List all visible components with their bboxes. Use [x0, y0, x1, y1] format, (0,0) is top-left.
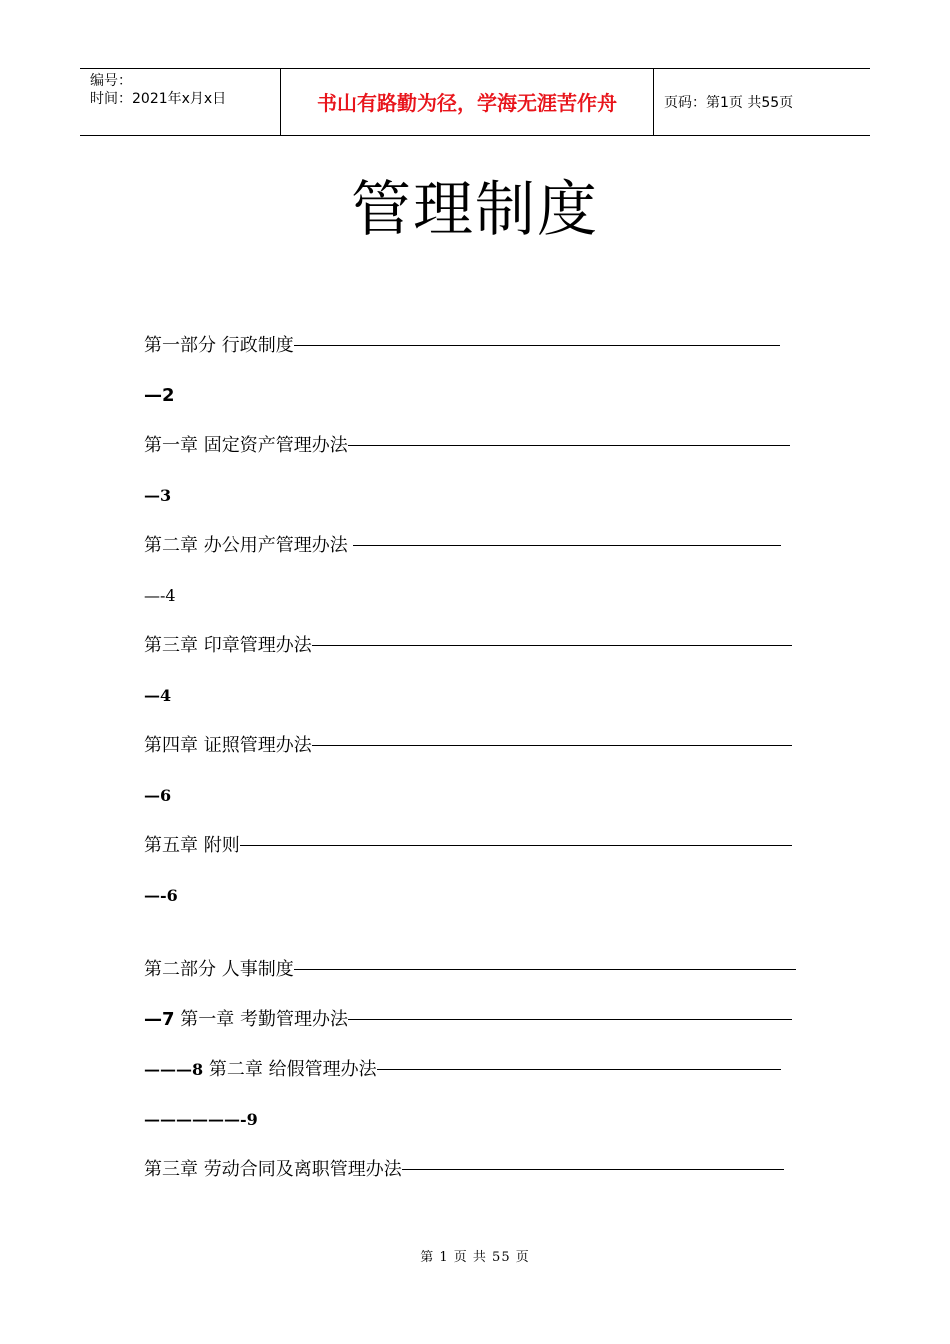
toc-chapter-4[interactable] [144, 734, 808, 758]
leader-line [294, 969, 796, 970]
toc-entry-text: 第三章 印章管理办法 [144, 635, 312, 656]
toc-entry-text: 第一章 固定资产管理办法 [144, 435, 348, 456]
page-footer: 第 1 页 共 55 页 [420, 1250, 530, 1265]
page-number: —4 [144, 686, 172, 705]
page-number: —7 [144, 1009, 175, 1030]
toc-page-number [144, 1108, 808, 1132]
toc-entry-text: 第二章 办公用产管理办法 [144, 535, 354, 556]
leader-line [294, 345, 780, 346]
toc-entry-text: 第四章 证照管理办法 [144, 735, 312, 756]
toc-chapter-2-2[interactable] [144, 1058, 808, 1082]
toc-entry-text: 第一部分 行政制度 [144, 335, 294, 356]
toc-entry-text: 第二部分 人事制度 [144, 959, 294, 980]
toc-page-number [144, 784, 808, 808]
toc-page-number [144, 884, 808, 908]
toc-entry-text: 第五章 附则 [144, 835, 240, 856]
page-number: ——————-9 [144, 1110, 258, 1129]
page-header [80, 68, 870, 136]
toc-chapter-3[interactable] [144, 634, 808, 658]
leader-line [348, 1019, 792, 1020]
leader-line [312, 645, 792, 646]
leader-line [353, 545, 781, 546]
leader-line [240, 845, 792, 846]
toc-page-number [144, 584, 808, 608]
leader-line [402, 1169, 784, 1170]
leader-line [312, 745, 792, 746]
toc-chapter-2[interactable] [144, 534, 808, 558]
toc-page-number [144, 684, 808, 708]
document-title: 管理制度 [351, 175, 599, 245]
page-number: —-6 [144, 886, 178, 905]
header-page-info: 页码：第1页 共55页 [664, 95, 794, 111]
leader-line [377, 1069, 781, 1070]
toc-chapter-2-1[interactable] [144, 1008, 808, 1032]
page-number: —3 [144, 486, 172, 505]
header-meta [80, 69, 281, 135]
toc-chapter-5[interactable] [144, 834, 808, 858]
toc-part-2[interactable] [144, 958, 808, 982]
page-number: —2 [144, 385, 175, 406]
toc-chapter-2-3[interactable] [144, 1158, 808, 1182]
toc-entry-text: 第二章 给假管理办法 [203, 1059, 377, 1080]
leader-line [348, 445, 790, 446]
toc-entry-text: 第一章 考勤管理办法 [174, 1009, 348, 1030]
toc-page-number [144, 484, 808, 508]
toc-entry-text: 第三章 劳动合同及离职管理办法 [144, 1159, 402, 1180]
page-number: —-4 [144, 586, 176, 605]
header-motto: 书山有路勤为径，学海无涯苦作舟 [281, 69, 654, 135]
toc-part-1[interactable] [144, 334, 808, 358]
toc-chapter-1[interactable] [144, 434, 808, 458]
serial-label: 编号： [90, 73, 132, 89]
toc-page-number [144, 384, 808, 408]
page-number: —6 [144, 786, 172, 805]
time-label: 时间：2021年x月x日 [90, 91, 227, 107]
page-number: ———8 [144, 1060, 204, 1079]
